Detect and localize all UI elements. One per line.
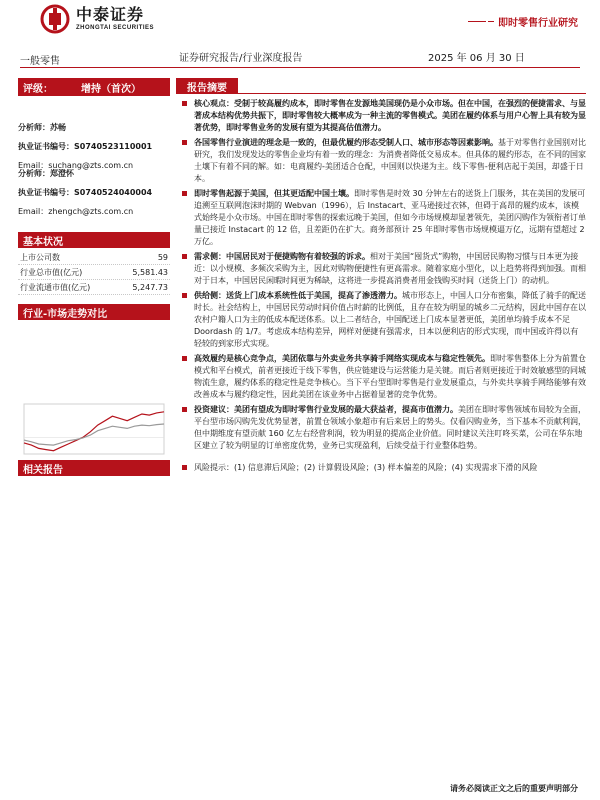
email-label: Email：: [18, 207, 49, 216]
analyst-name: 郑澄怀: [50, 169, 74, 178]
footer-disclaimer: 请务必阅读正文之后的重要声明部分: [450, 784, 578, 793]
bullet-head: 需求侧：中国居民对于便捷购物有着较强的诉求。: [194, 252, 370, 261]
industry-category: 一般零售: [20, 56, 60, 67]
bullet-body: 基于对零售行业国别对比研究，我们发现发达的零售企业均有着一致的理念：为消费者降低交易成本。但具体的履约形态，在不同的国家土壤下有着不同的解。如：电商履约-美团适合仓配，中国则以快递为主。线下零售-便利店起于美国，却盛于日本。: [194, 138, 586, 183]
zhongtai-logo-icon: [40, 4, 70, 34]
logo: [40, 4, 154, 34]
logo-cn-text: 中泰证券: [76, 5, 145, 24]
trend-chart: [18, 328, 170, 476]
rating-bar: [18, 78, 170, 96]
bullet-head: 高效履约是核心竞争点，美团依靠与外卖业务共享骑手网络实现成本与稳定性领先。: [194, 354, 490, 363]
analyst-name: 苏畅: [50, 123, 66, 132]
bullet-head: 核心观点：受制于较高履约成本，即时零售在发源地美国现仍是小众市场。但在中国，在强烈的便捷需求、与显著成本结构优势共振下，即时零售较大概率成为一种主流的零售模式。美团在履约体系与用户心智上具有较为显著优势，即时零售业务的发展有望为其提高估值潜力。: [194, 99, 586, 132]
abstract-title: 报告摘要: [187, 82, 227, 94]
bullet-item: [176, 98, 586, 134]
analyst-email[interactable]: suchang@zts.com.cn: [48, 161, 134, 170]
cert-number: S0740523110001: [74, 142, 153, 151]
risk-text: 风险提示：(1) 信息滞后风险；(2) 计算假设风险；(3) 样本偏差的风险；(4) 实现需求下滑的风险: [194, 463, 538, 472]
stat-value: 5,247.73: [132, 282, 168, 292]
email-label: Email：: [18, 161, 49, 170]
analyst-role: 分析师：: [18, 169, 50, 178]
abstract-bullets: [176, 98, 586, 477]
abstract-rule: [238, 93, 586, 94]
section-title-trend: [18, 304, 170, 320]
basic-stats-table: [18, 250, 170, 295]
basic-title: 基本状况: [23, 236, 63, 248]
cert-label: 执业证书编号：: [18, 188, 74, 197]
bullet-body: 城市形态上，中国人口分布密集，降低了骑手的配送时长。社会结构上，中国居民劳动时间价值占时薪的比例低，且存在较为明显的城乡二元结构，因此中国存在以农村户籍人口为主的低成本配送体系。以上二者结合，中国配送上门成本显著更低，美团单均骑手成本不足 Doordash 的 1/7。考虑成本结构差异，网样对便捷有强需求，日本以便利店的形式实现，而中国或许得以有轻较的到家形式实现。: [194, 291, 586, 348]
stat-label: 行业流通市值(亿元): [20, 282, 91, 292]
bullet-item: [176, 188, 586, 248]
chart-series-line-1: [24, 424, 164, 445]
subheader: [0, 48, 600, 66]
trend-chart-svg: [18, 328, 170, 476]
stat-label: 行业总市值(亿元): [20, 267, 83, 277]
risk-note: [176, 462, 586, 474]
stat-value: 59: [157, 252, 168, 262]
bullet-item: [176, 353, 586, 401]
cert-label: 执业证书编号：: [18, 142, 74, 151]
related-title: 相关报告: [23, 464, 63, 476]
bullet-body: 美团在即时零售领域布局较为全面，平台型市场闪购先发优势显著，前置仓领域小象超市有后来居上的势头。仅看闪购业务，当下基本不贡献利润，但中期维度有望贡献 160 亿左右经营利润，较为明显的提高企业价值。同时建议关注叮咚买菜，公司在华东地区建立了较为明显的订单密度优势，业务已实现盈利，后续受益于行业整体趋势。: [194, 405, 586, 450]
report-type: 证券研究报告/行业深度报告: [179, 53, 303, 64]
cert-number: S0740524040004: [74, 188, 153, 197]
bullet-item: [176, 251, 586, 287]
bullet-head: 各国零售行业演进的理念是一致的，但最优履约形态受制人口、城市形态等因素影响。: [194, 138, 498, 147]
rating-label: 评级：: [23, 83, 53, 95]
bullet-item: [176, 137, 586, 185]
trend-title: 行业-市场走势对比: [23, 308, 108, 320]
bullet-item: [176, 404, 586, 452]
stat-value: 5,581.43: [132, 267, 168, 277]
logo-en-text: ZHONGTAI SECURITIES: [76, 25, 155, 31]
stat-row: [18, 280, 170, 295]
report-date: 2025 年 06 月 30 日: [428, 53, 525, 64]
bullet-item: [176, 290, 586, 350]
bullet-body: 相对于美国“囤货式”购物，中国居民购物习惯与日本更为接近：以小规模、多频次采购为主，因此对购物便捷性有更高需求。随着家庭小型化，以上趋势将得到加强。而相对于日本，中国居民闲暇时间更为稀缺，这将进一步提高消费者用金钱购买时间（送货上门）的动机。: [194, 252, 586, 285]
bullet-body: 即时零售整体上分为前置仓模式和平台模式，前者更接近于线下零售，供应链建设与运营能力是关键。而后者则更接近于时效敏感型的同城物流生意，履约体系的稳定性是竞争核心。当下平台型即时零售是行业发展重点，与外卖共享骑手网络能够有效改善成本与履约稳定性，因此美团在该业务中占据着显著的竞争优势。: [194, 354, 586, 399]
section-title-related: [18, 460, 170, 476]
bullet-head: 供给侧：送货上门成本系统性低于美国，提高了渗透潜力。: [194, 291, 402, 300]
bullet-body: 即时零售是时效 30 分钟左右的送货上门服务，其在美国的发展可追溯至互联网泡沫时期的 Webvan（1996），后 Instacart、亚马逊接过衣钵，但碍于高昂的履约成本，该模式始终是小众市场。中国在即时零售的探索远晚于美国，但如今市场规模却显著领先，美团闪购作为领衔者订单量已接近 Instacart 的 12 倍，且差距仍在扩大。商务部预计 25 年即时零售市场规模逼万亿，远期有望超过 2 万亿。: [194, 189, 586, 246]
abstract-tab: [176, 78, 238, 94]
stat-row: [18, 265, 170, 280]
bullet-head: 即时零售起源于美国，但其更适配中国土壤。: [194, 189, 354, 198]
abstract-section: [176, 78, 586, 472]
stat-label: 上市公司数: [20, 252, 60, 262]
header-rule: [20, 67, 580, 68]
bullet-head: 投资建议：美团有望成为即时零售行业发展的最大获益者，提高市值潜力。: [194, 405, 458, 414]
rating-value: 增持（首次）: [81, 83, 141, 95]
analyst-role: 分析师：: [18, 123, 50, 132]
page-header: [0, 0, 600, 40]
header-report-title: [468, 14, 578, 29]
section-title-basic: [18, 232, 170, 248]
header-right-title: 即时零售行业研究: [498, 18, 578, 29]
analyst-email[interactable]: zhengch@zts.com.cn: [48, 207, 134, 216]
sidebar: [18, 78, 170, 476]
analyst-block: [18, 166, 152, 219]
stat-row: [18, 250, 170, 265]
